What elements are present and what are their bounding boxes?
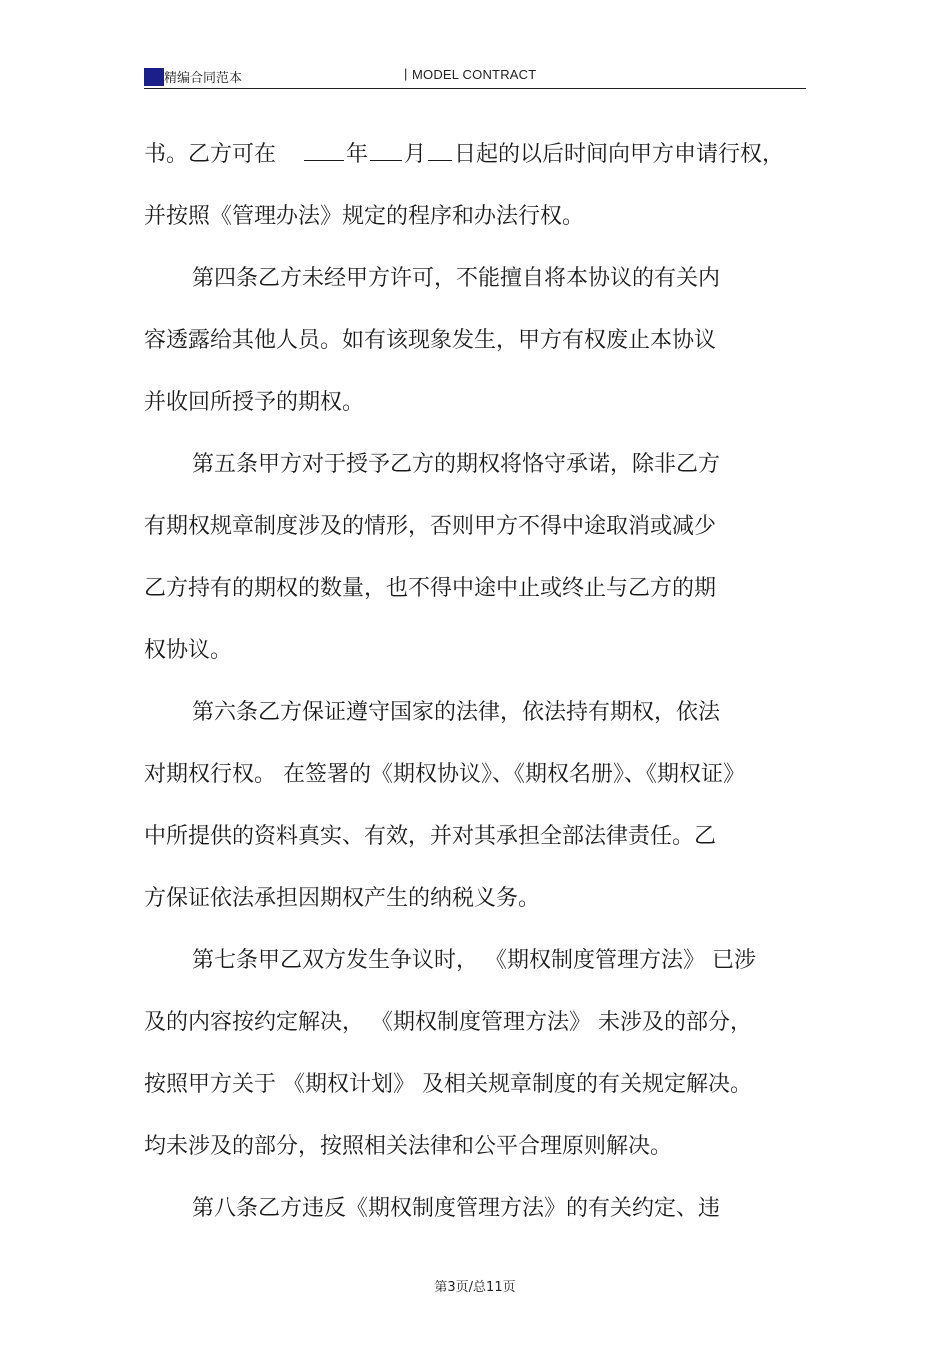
contract-body: [144, 124, 814, 1240]
text-line-1: [144, 124, 814, 186]
text-line-17: 均未涉及的部分，按照相关法律和公平合理原则解决。: [144, 1134, 673, 1159]
text-line-11: 对期权行权。 在签署的《期权协议》、《期权名册》、《期权证》: [144, 762, 745, 787]
line1-part4: 日起的以后时间向甲方申请行权，: [454, 142, 785, 167]
day-blank: [428, 142, 452, 161]
page-header: [144, 64, 806, 89]
text-line-5: 并收回所授予的期权。: [144, 390, 365, 415]
page-footer: 第3页/总11页: [434, 1280, 516, 1295]
header-title-cn: 精编合同范本: [164, 71, 243, 86]
text-line-16: 按照甲方关于 《期权计划》 及相关规章制度的有关规定解决。: [144, 1072, 752, 1097]
text-line-2: 并按照《管理办法》规定的程序和办法行权。: [144, 204, 585, 229]
text-line-7: 有期权规章制度涉及的情形，否则甲方不得中途取消或减少: [144, 514, 717, 539]
text-line-9: 权协议。: [144, 638, 233, 663]
text-line-15: 及的内容按约定解决， 《期权制度管理方法》 未涉及的部分，: [144, 1010, 752, 1035]
header-separator: |: [404, 66, 408, 81]
line1-part3: 月: [404, 142, 427, 167]
text-line-3: 第四条乙方未经甲方许可，不能擅自将本协议的有关内: [192, 266, 721, 291]
text-line-8: 乙方持有的期权的数量，也不得中途中止或终止与乙方的期: [144, 576, 717, 601]
line1-part1: 书。乙方可在: [144, 142, 277, 167]
text-line-4: 容透露给其他人员。如有该现象发生，甲方有权废止本协议: [144, 328, 717, 353]
month-blank: [370, 142, 402, 161]
text-line-6: 第五条甲方对于授予乙方的期权将恪守承诺，除非乙方: [192, 452, 721, 477]
text-line-13: 方保证依法承担因期权产生的纳税义务。: [144, 886, 541, 911]
text-line-18: 第八条乙方违反《期权制度管理方法》的有关约定、违: [192, 1196, 721, 1221]
year-blank: [304, 142, 344, 161]
header-logo-block: [144, 68, 164, 86]
text-line-14: 第七条甲乙双方发生争议时， 《期权制度管理方法》 已涉: [192, 948, 756, 973]
text-line-10: 第六条乙方保证遵守国家的法律，依法持有期权，依法: [192, 700, 721, 725]
line1-part2: 年: [346, 142, 369, 167]
text-line-12: 中所提供的资料真实、有效，并对其承担全部法律责任。乙: [144, 824, 717, 849]
header-title-en: MODEL CONTRACT: [412, 67, 537, 82]
